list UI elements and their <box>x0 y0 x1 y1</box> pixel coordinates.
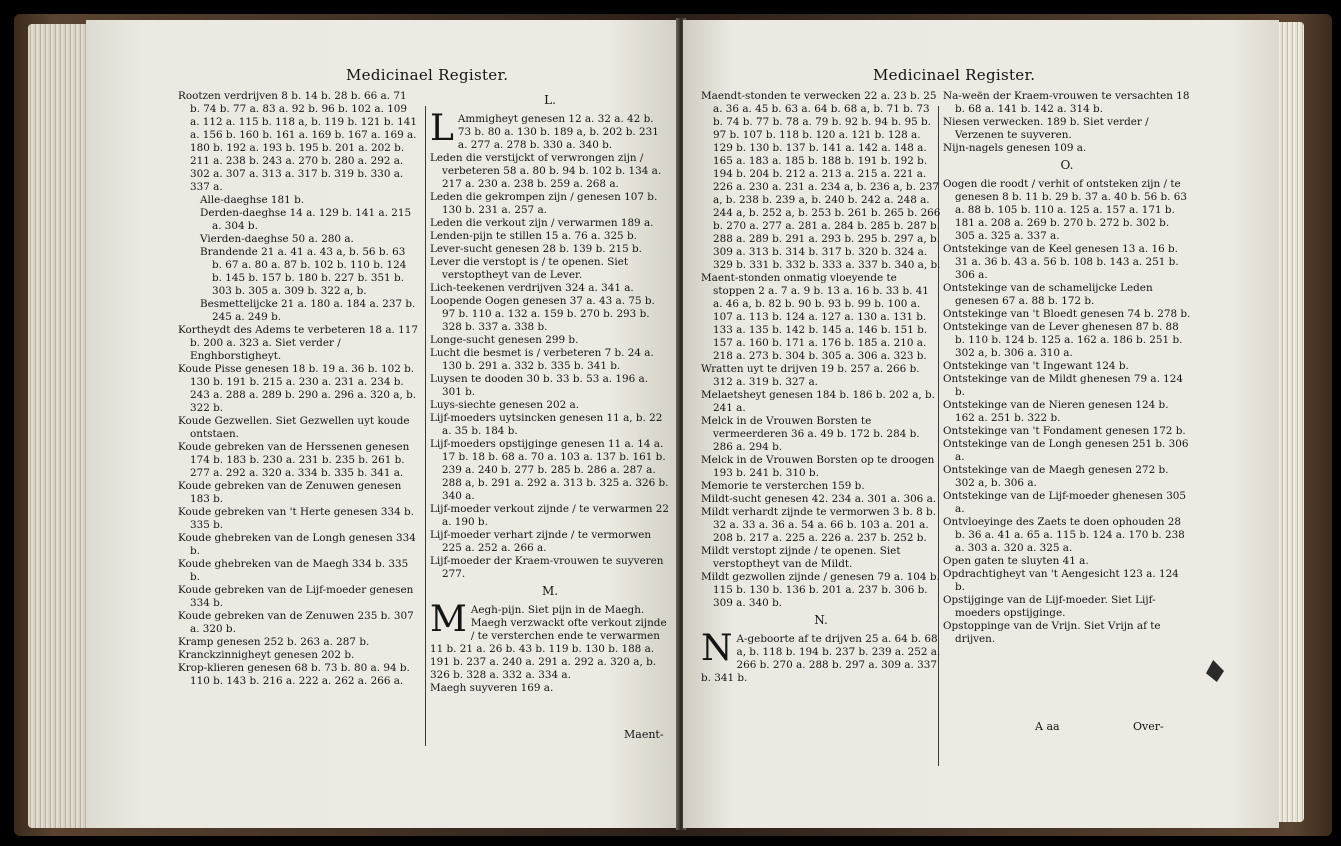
register-entry: Koude gebreken van 't Herte genesen 334 b. 335 b. <box>178 506 414 531</box>
register-entry: Lijf-moeder verkout zijnde / te verwarmen 22 a. 190 b. <box>430 503 669 528</box>
register-entry: Maent-stonden onmatig vloeyende te stoppen 2 a. 7 a. 9 b. 13 a. 16 b. 33 b. 41 a. 46 a, b. 82 b. 90 b. 93 b. 99 b. 100 a. 107 a. 113 b. 124 a. 127 a. 130 a. 131 b. 133 a. 135 b. 142 b. 145 a. 146 b. 151 b. 157 a. 160 b. 171 a. 176 b. 185 a. 210 a. 218 a. 273 b. 304 b. 305 a. 306 a. 323 b. <box>701 272 929 362</box>
register-entry: Maendt-stonden te verwecken 22 a. 23 b. 25 a. 36 a. 45 b. 63 a. 64 b. 68 a, b. 71 b. 73 b. 74 b. 77 b. 78 a. 79 b. 92 b. 94 b. 95 b. 97 b. 107 b. 118 b. 120 a. 121 b. 128 a. 129 b. 130 b. 137 b. 141 a. 142 a. 148 a. 165 a. 183 a. 185 b. 188 b. 191 b. 192 b. 194 b. 204 b. 212 a. 213 a. 215 a. 221 a. 226 a. 230 a. 231 a. 234 a, b. 236 a, b. 237 a, b. 238 b. 239 a, b. 240 b. 242 a. 248 a. 244 a, b. 252 a, b. 253 b. 261 b. 265 b. 266 b. 270 a. 277 a. 281 a. 284 b. 285 b. 287 b. 288 a. 289 b. 291 a. 293 b. 295 b. 297 a, b. 309 a. 313 b. 314 b. 317 b. 320 b. 324 a. 329 b. 331 b. 332 b. 333 a. 337 b. 340 a, b. <box>701 90 941 271</box>
register-entry: Krop-klieren genesen 68 b. 73 b. 80 a. 94 b. 110 b. 143 b. 216 a. 222 a. 262 a. 266 a. <box>178 662 410 687</box>
register-entry: Ontstekinge van de schamelijcke Leden genesen 67 a. 88 b. 172 b. <box>943 282 1153 307</box>
register-entry: Ontstekinge van de Maegh genesen 272 b. 302 a, b. 306 a. <box>943 464 1169 489</box>
register-entry: Opstoppinge van de Vrijn. Siet Vrijn af te drijven. <box>943 620 1161 645</box>
signature-mark: A aa <box>1035 720 1060 733</box>
register-entry: Mildt verstopt zijnde / te openen. Siet verstoptheyt van de Mildt. <box>701 545 901 570</box>
register-entry: Oogen die roodt / verhit of ontsteken zijn / te genesen 8 b. 11 b. 29 b. 37 a. 40 b. 56 b. 63 a. 88 b. 105 b. 110 a. 125 a. 157 a. 171 b. 181 a. 208 a. 269 b. 270 b. 272 b. 302 b. 305 a. 325 a. 337 a. <box>943 178 1187 242</box>
register-entry: Wratten uyt te drijven 19 b. 257 a. 266 b. 312 a. 319 b. 327 a. <box>701 363 920 388</box>
register-entry: Ontstekinge van de Keel genesen 13 a. 16 b. 31 a. 36 b. 43 a. 56 b. 108 b. 143 a. 251 b. 306 a. <box>943 243 1179 281</box>
register-entry: Mildt-sucht genesen 42. 234 a. 301 a. 306 a. <box>701 493 937 505</box>
catchword-right: Over- <box>1133 720 1164 733</box>
register-entry: Lever-sucht genesen 28 b. 139 b. 215 b. <box>430 243 642 255</box>
register-entry: Koude Gezwellen. Siet Gezwellen uyt koude ontstaen. <box>178 415 410 440</box>
register-entry: Lucht die besmet is / verbeteren 7 b. 24 a. 130 b. 291 a. 332 b. 335 b. 341 b. <box>430 347 654 372</box>
register-entry: Koude ghebreken van de Maegh 334 b. 335 b. <box>178 558 409 583</box>
register-entry: Kramp genesen 252 b. 263 a. 287 b. <box>178 636 370 648</box>
column-rule-left <box>425 106 426 746</box>
register-entry: Koude ghebreken van de Longh genesen 334 b. <box>178 532 416 557</box>
register-entry: Niesen verwecken. 189 b. Siet verder / Verzenen te suyveren. <box>943 116 1149 141</box>
right-column-1 <box>701 90 941 685</box>
register-entry: Lijf-moeder verhart zijnde / te vermorwen 225 a. 252 a. 266 a. <box>430 529 652 554</box>
register-entry: Koude gebreken van de Zenuwen 235 b. 307 a. 320 b. <box>178 610 414 635</box>
register-entry: Besmettelijcke 21 a. 180 a. 184 a. 237 b. 245 a. 249 b. <box>200 298 416 323</box>
register-entry: Rootzen verdrijven 8 b. 14 b. 28 b. 66 a. 71 b. 74 b. 77 a. 83 a. 92 b. 96 b. 102 a. 109 a. 112 a. 115 b. 118 a, b. 119 b. 121 b. 141 a. 156 b. 160 b. 161 a. 169 b. 167 a. 169 a. 180 b. 192 a. 193 b. 195 b. 201 a. 202 b. 211 a. 238 b. 243 a. 270 b. 280 a. 292 a. 302 a. 307 a. 313 a. 317 b. 319 b. 330 a. 337 a. <box>178 90 417 193</box>
register-entry: Luysen te dooden 30 b. 33 b. 53 a. 196 a. 301 b. <box>430 373 649 398</box>
letter-heading-L: L. <box>544 93 556 107</box>
register-entry: Lijf-moeders uytsincken genesen 11 a, b. 22 a. 35 b. 184 b. <box>430 412 663 437</box>
register-entry: Ontstekinge van de Lever ghenesen 87 b. 88 b. 110 b. 124 b. 125 a. 162 a. 186 b. 251 b. 302 a, b. 306 a. 310 a. <box>943 321 1183 359</box>
register-entry: Brandende 21 a. 41 a. 43 a, b. 56 b. 63 b. 67 a. 80 a. 87 b. 102 b. 110 b. 124 b. 145 b. 157 b. 180 b. 227 b. 351 b. 303 b. 305 a. 309 b. 322 a, b. <box>200 246 407 297</box>
register-entry: Ontvloeyinge des Zaets te doen ophouden 28 b. 36 a. 41 a. 65 a. 115 b. 124 a. 170 b. 238 a. 303 a. 320 a. 325 a. <box>943 516 1185 554</box>
register-entry: Memorie te versterchen 159 b. <box>701 480 865 492</box>
catchword-left: Maent- <box>624 728 664 741</box>
register-entry: Na-weën der Kraem-vrouwen te versachten 18 b. 68 a. 141 b. 142 a. 314 b. <box>943 90 1190 115</box>
register-entry <box>701 628 941 685</box>
register-entry: Maegh suyveren 169 a. <box>430 682 554 694</box>
right-page <box>683 20 1279 828</box>
register-entry: Koude Pisse genesen 18 b. 19 a. 36 b. 102 b. 130 b. 191 b. 215 a. 230 a. 231 a. 234 b. 243 a. 288 a. 289 b. 290 a. 296 a. 320 a, b. 322 b. <box>178 363 417 414</box>
register-entry: Melck in de Vrouwen Borsten te vermeerderen 36 a. 49 b. 172 b. 284 b. 286 a. 294 b. <box>701 415 920 453</box>
register-entry: Lijf-moeders opstijginge genesen 11 a. 14 a. 17 b. 18 b. 68 a. 70 a. 103 a. 137 b. 161 b. 239 a. 240 b. 277 b. 285 b. 286 a. 287 a. 288 a, b. 291 a. 292 a. 313 b. 325 a. 326 b. 340 a. <box>430 438 669 502</box>
register-entry: Mildt verhardt zijnde te vermorwen 3 b. 8 b. 32 a. 33 a. 36 a. 54 a. 66 b. 103 a. 201 a. 208 b. 217 a. 225 a. 226 a. 237 b. 252 b. <box>701 506 936 544</box>
register-entry: Leden die gekrompen zijn / genesen 107 b. 130 b. 231 a. 257 a. <box>430 191 658 216</box>
register-entry-text: A-geboorte af te drijven 25 a. 64 b. 68 a, b. 118 b. 194 b. 237 b. 239 a. 252 a. 266 b. 270 a. 288 b. 297 a. 309 a. 337 b. 341 b. <box>701 633 941 684</box>
left-page <box>86 20 678 828</box>
running-head-left: Medicinael Register. <box>346 66 509 84</box>
drop-cap: N <box>701 628 733 669</box>
register-entry: Kortheydt des Adems te verbeteren 18 a. 117 b. 200 a. 323 a. Siet verder / Enghborstigheyt. <box>178 324 418 362</box>
register-entry: Lever die verstopt is / te openen. Siet verstoptheyt van de Lever. <box>430 256 628 281</box>
register-entry <box>430 599 670 682</box>
register-entry: Loopende Oogen genesen 37 a. 43 a. 75 b. 97 b. 110 a. 132 a. 159 b. 270 b. 293 b. 328 b. 337 a. 338 b. <box>430 295 655 333</box>
register-entry: Lijf-moeder der Kraem-vrouwen te suyveren 277. <box>430 555 664 580</box>
register-entry: Derden-daeghse 14 a. 129 b. 141 a. 215 a. 304 b. <box>200 207 412 232</box>
letter-heading-M: M. <box>541 584 559 598</box>
drop-cap: M <box>430 599 467 640</box>
register-entry: Opstijginge van de Lijf-moeder. Siet Lijf-moeders opstijginge. <box>943 594 1156 619</box>
register-entry-text: Aegh-pijn. Siet pijn in de Maegh. Maegh verzwackt ofte verkout zijnde / te versterchen ende te verwarmen 11 b. 21 a. 26 b. 43 b. 119 b. 130 b. 188 a. 191 b. 237 a. 240 a. 291 a. 292 a. 320 a, b. 326 b. 328 a. 332 a. 334 a. <box>430 604 667 681</box>
register-entry: Ontstekinge van 't Ingewant 124 b. <box>943 360 1129 372</box>
register-entry: Leden die verstijckt of verwrongen zijn / verbeteren 58 a. 80 b. 94 b. 102 b. 134 a. 217 a. 230 a. 238 b. 259 a. 268 a. <box>430 152 662 190</box>
register-entry: Ontstekinge van 't Bloedt genesen 74 b. 278 b. <box>943 308 1191 320</box>
register-entry: Kranckzinnigheyt genesen 202 b. <box>178 649 355 661</box>
register-entry: Melaetsheyt genesen 184 b. 186 b. 202 a, b. 241 a. <box>701 389 935 414</box>
register-entry: Opdrachtigheyt van 't Aengesicht 123 a. 124 b. <box>943 568 1179 593</box>
register-entry: Vierden-daeghse 50 a. 280 a. <box>200 233 354 245</box>
register-entry: Melck in de Vrouwen Borsten op te droogen 193 b. 241 b. 310 b. <box>701 454 935 479</box>
register-entry: Koude gebreken van de Zenuwen genesen 183 b. <box>178 480 402 505</box>
register-entry: Ontstekinge van de Lijf-moeder ghenesen 305 a. <box>943 490 1187 515</box>
letter-heading-O: O. <box>1060 158 1074 172</box>
register-entry <box>430 108 670 152</box>
register-entry: Luys-siechte genesen 202 a. <box>430 399 580 411</box>
register-entry: Nijn-nagels genesen 109 a. <box>943 142 1087 154</box>
register-entry: Lenden-pijn te stillen 15 a. 76 a. 325 b. <box>430 230 637 242</box>
running-head-right: Medicinael Register. <box>873 66 1036 84</box>
register-entry: Mildt gezwollen zijnde / genesen 79 a. 104 b. 115 b. 130 b. 136 b. 201 a. 237 b. 306 b. 309 a. 340 b. <box>701 571 940 609</box>
drop-cap: L <box>430 108 454 149</box>
register-entry: Alle-daeghse 181 b. <box>200 194 305 206</box>
right-column-2 <box>943 90 1191 646</box>
register-entry: Ontstekinge van 't Fondament genesen 172 b. <box>943 425 1186 437</box>
register-entry: Longe-sucht genesen 299 b. <box>430 334 579 346</box>
page-edges-left <box>28 24 90 828</box>
left-column-2 <box>430 90 670 695</box>
register-entry: Koude gebreken van de Herssenen genesen 174 b. 183 b. 230 a. 231 b. 235 b. 261 b. 277 a. 292 a. 320 a. 334 b. 335 b. 341 a. <box>178 441 410 479</box>
register-entry: Ontstekinge van de Nieren genesen 124 b. 162 a. 251 b. 322 b. <box>943 399 1169 424</box>
register-entry: Ontstekinge van de Longh genesen 251 b. 306 a. <box>943 438 1189 463</box>
register-entry: Koude gebreken van de Lijf-moeder genesen 334 b. <box>178 584 414 609</box>
register-entry: Lich-teekenen verdrijven 324 a. 341 a. <box>430 282 634 294</box>
letter-heading-N: N. <box>814 613 828 627</box>
register-entry-text: Ammigheyt genesen 12 a. 32 a. 42 b. 73 b. 80 a. 130 b. 189 a, b. 202 b. 231 a. 277 a. 278 b. 330 a. 340 b. <box>457 113 659 151</box>
register-entry: Ontstekinge van de Mildt ghenesen 79 a. 124 b. <box>943 373 1184 398</box>
register-entry: Open gaten te sluyten 41 a. <box>943 555 1089 567</box>
left-column-1 <box>178 90 418 688</box>
register-entry: Leden die verkout zijn / verwarmen 189 a. <box>430 217 654 229</box>
